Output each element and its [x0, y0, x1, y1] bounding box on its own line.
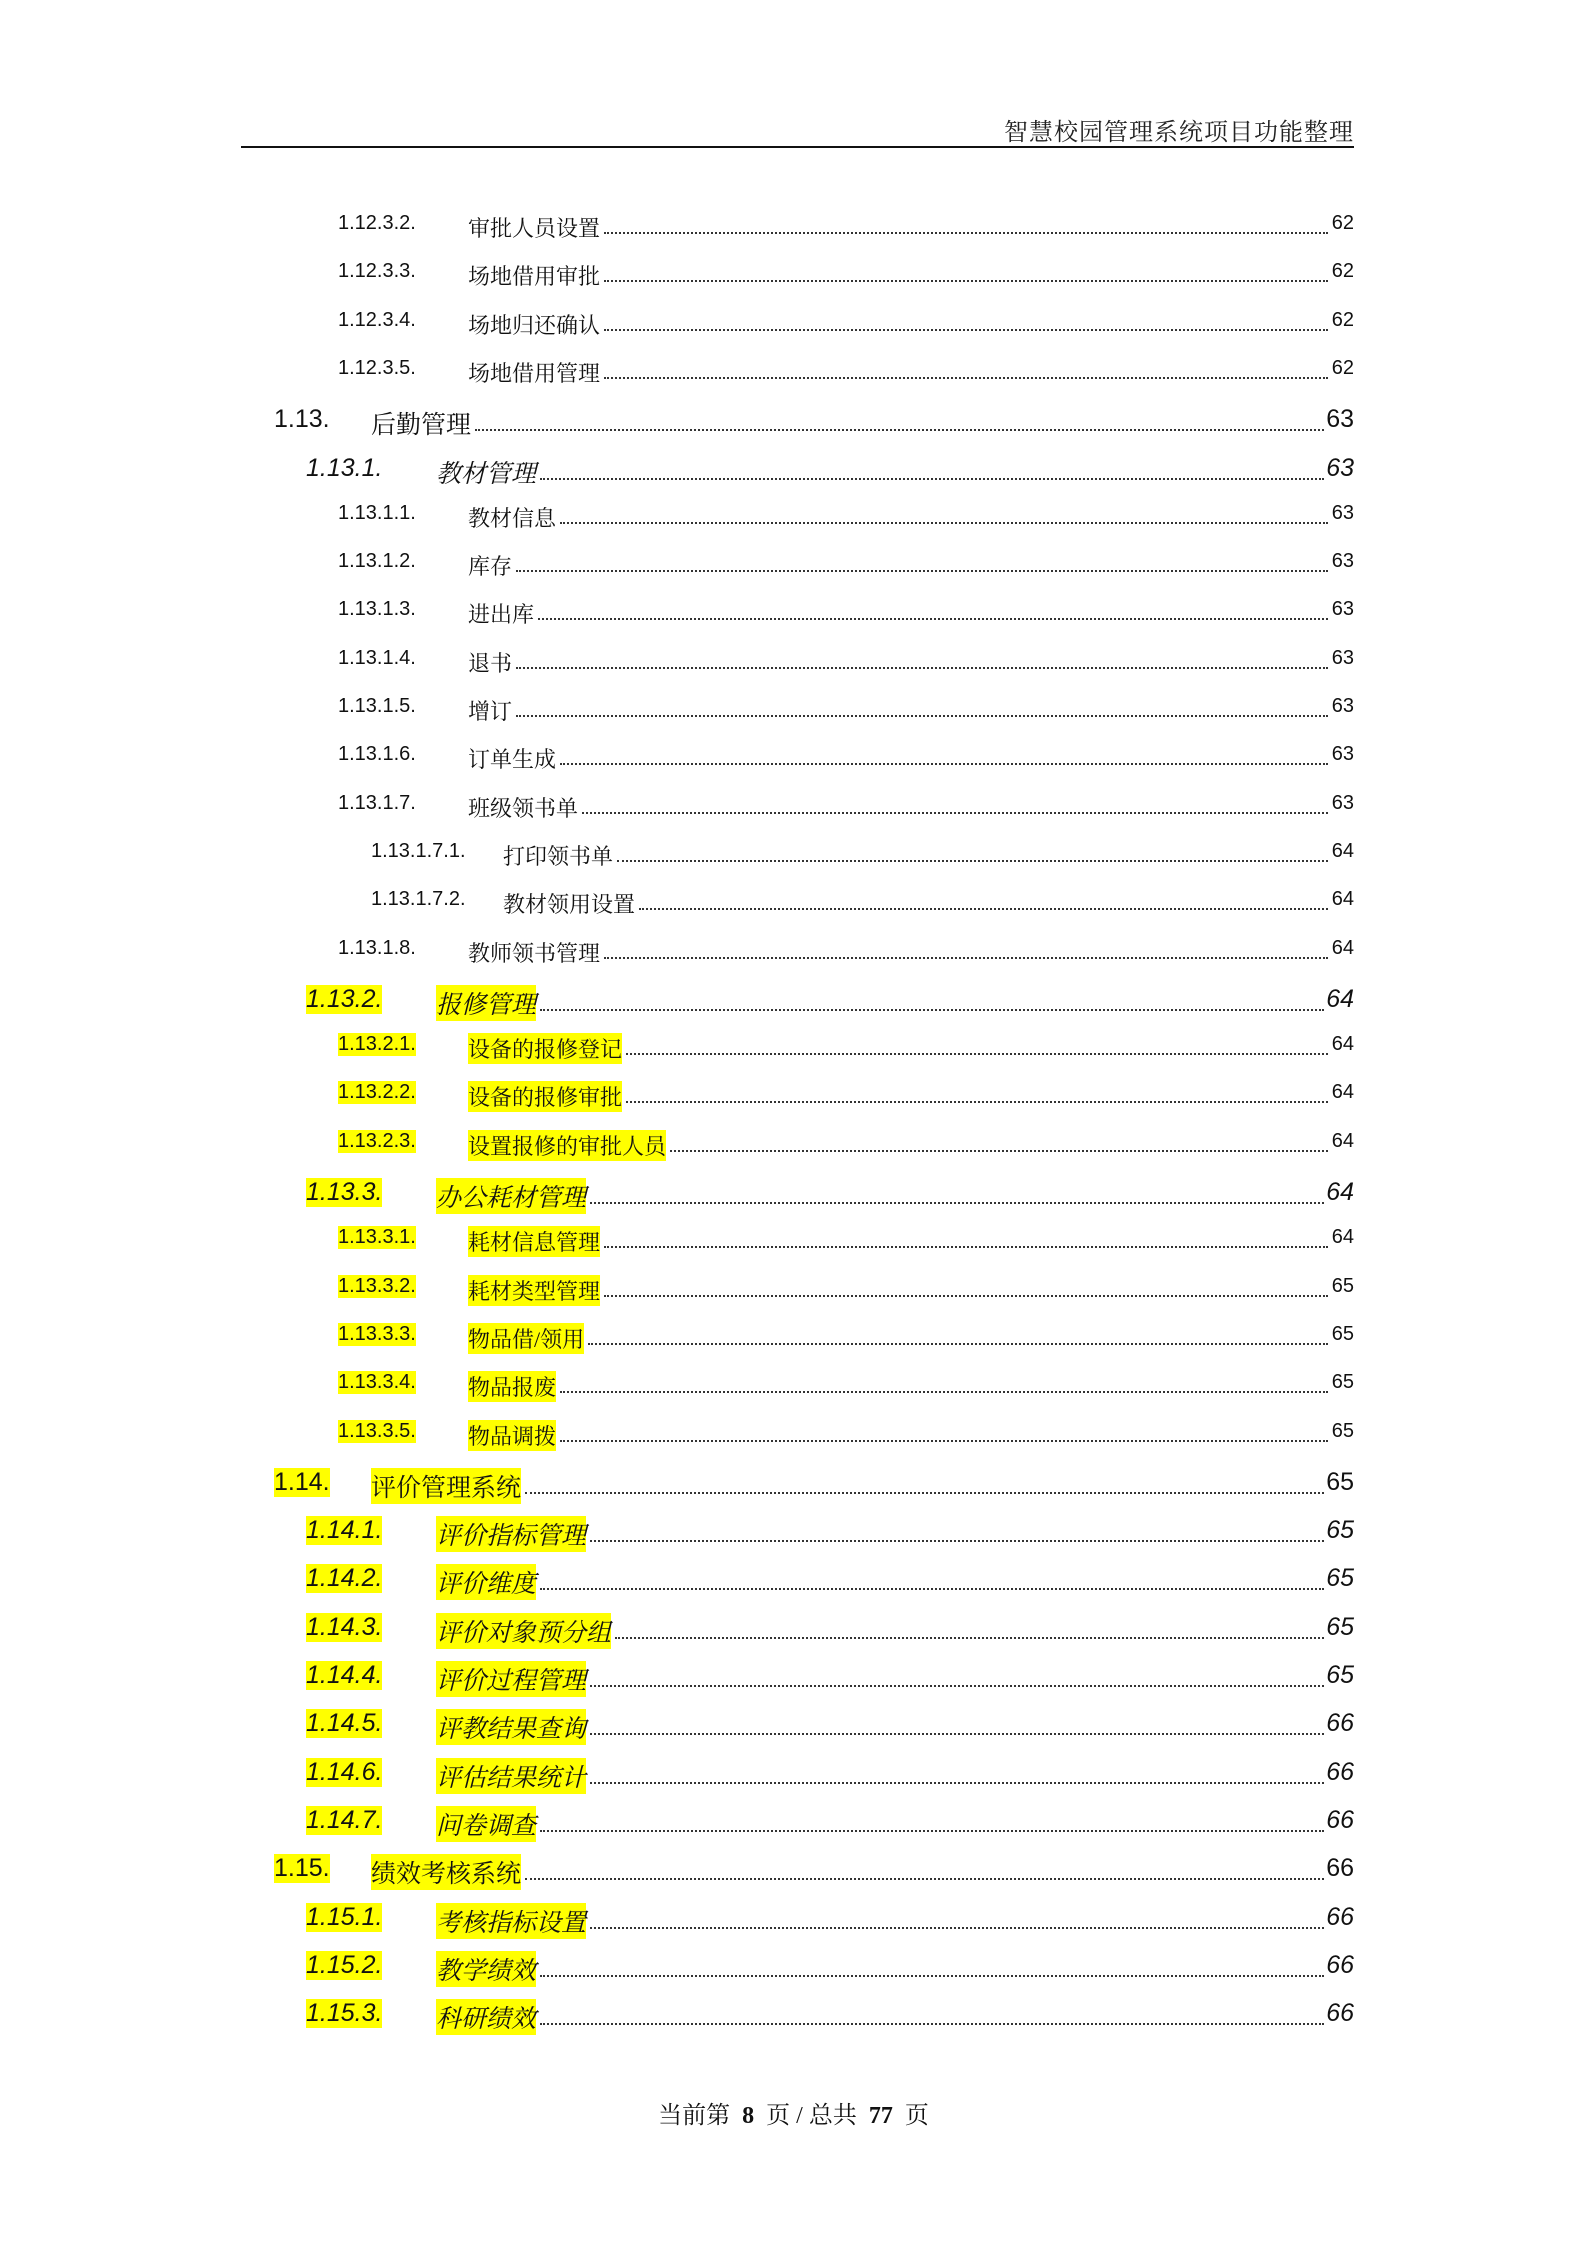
- toc-entry[interactable]: [306, 1661, 1354, 1701]
- toc-entry-leader: [604, 957, 1328, 959]
- toc-entry-page: 65: [1326, 1661, 1354, 1689]
- toc-entry-number: 1.13.1.4.: [338, 646, 416, 669]
- toc-entry[interactable]: [338, 598, 1354, 638]
- toc-entry-leader: [516, 667, 1328, 669]
- toc-entry[interactable]: [338, 1371, 1354, 1411]
- toc-entry-title: 审批人员设置: [468, 216, 601, 241]
- toc-entry[interactable]: [338, 309, 1354, 349]
- footer-total-pages: 77: [868, 2103, 893, 2129]
- toc-entry-number: 1.14.3.: [306, 1612, 383, 1641]
- toc-entry-number: 1.15.2.: [306, 1950, 383, 1979]
- toc-entry-number: 1.13.1.5.: [338, 695, 416, 717]
- toc-entry-page: 63: [1331, 743, 1354, 766]
- toc-entry-number: 1.14.1.: [306, 1516, 383, 1545]
- toc-entry-leader: [604, 329, 1328, 331]
- toc-entry-title: 班级领书单: [468, 795, 579, 821]
- toc-entry-page: 65: [1331, 1274, 1354, 1297]
- toc-entry[interactable]: [338, 792, 1354, 832]
- toc-entry-number: 1.14.7.: [306, 1805, 383, 1834]
- toc-entry-number: 1.13.1.8.: [338, 936, 416, 959]
- toc-entry-page: 63: [1331, 791, 1354, 814]
- toc-entry-number: 1.13.1.6.: [338, 743, 416, 766]
- toc-entry-number: 1.12.3.5.: [338, 356, 416, 379]
- toc-entry-title: 设置报修的审批人员: [468, 1130, 666, 1161]
- toc-entry-title: 评价过程管理: [436, 1661, 586, 1697]
- toc-entry-number: 1.13.1.1.: [338, 501, 416, 524]
- toc-entry-title: 退书: [468, 650, 513, 676]
- toc-entry-title: 物品借/领用: [468, 1323, 584, 1354]
- toc-entry-leader: [626, 1053, 1328, 1055]
- toc-entry-page: 62: [1331, 260, 1354, 283]
- footer-middle: 页 / 总共: [766, 2103, 857, 2129]
- toc-entry-leader: [617, 860, 1328, 862]
- toc-entry-leader: [590, 1733, 1324, 1735]
- toc-entry-title: 物品调拨: [468, 1420, 556, 1451]
- toc-entry-leader: [560, 1391, 1328, 1393]
- toc-entry-number: 1.13.3.5.: [338, 1419, 416, 1442]
- toc-entry-leader: [604, 232, 1328, 234]
- toc-entry-leader: [540, 1830, 1324, 1832]
- toc-entry[interactable]: [306, 454, 1354, 494]
- toc-entry-leader: [560, 1440, 1328, 1442]
- toc-entry-leader: [560, 522, 1328, 524]
- toc-entry[interactable]: [338, 1420, 1354, 1460]
- toc-entry[interactable]: [338, 1226, 1354, 1266]
- toc-entry[interactable]: [371, 888, 1354, 928]
- toc-entry-title: 设备的报修登记: [468, 1033, 622, 1064]
- toc-entry[interactable]: [274, 405, 1354, 445]
- toc-entry-leader: [516, 570, 1328, 572]
- toc-entry-number: 1.13.1.2.: [338, 550, 416, 573]
- toc-entry-page: 66: [1326, 1805, 1354, 1834]
- toc-entry-page: 63: [1326, 405, 1354, 434]
- toc-entry-page: 64: [1331, 1129, 1354, 1152]
- toc-entry-leader: [516, 715, 1328, 717]
- toc-entry-leader: [525, 1878, 1324, 1880]
- toc-entry-leader: [639, 908, 1328, 910]
- toc-entry-number: 1.13.: [274, 405, 330, 434]
- toc-entry[interactable]: [306, 1806, 1354, 1846]
- toc-entry[interactable]: [338, 502, 1354, 542]
- toc-entry-number: 1.13.3.2.: [338, 1274, 416, 1297]
- toc-entry-page: 66: [1326, 1950, 1354, 1979]
- toc-entry-page: 63: [1331, 501, 1354, 524]
- toc-entry-leader: [540, 478, 1324, 480]
- toc-entry[interactable]: [338, 550, 1354, 590]
- toc-entry-leader: [590, 1685, 1324, 1687]
- toc-entry-leader: [604, 377, 1328, 379]
- toc-entry-number: 1.14.4.: [306, 1661, 383, 1689]
- toc-entry-page: 65: [1326, 1564, 1354, 1593]
- toc-entry-number: 1.13.3.3.: [338, 1322, 416, 1345]
- toc-entry-number: 1.12.3.3.: [338, 260, 416, 283]
- toc-entry-page: 64: [1331, 1081, 1354, 1104]
- toc-entry-number: 1.13.1.7.1.: [371, 839, 466, 862]
- toc-entry-page: 64: [1331, 1226, 1354, 1249]
- toc-entry-leader: [670, 1150, 1328, 1152]
- toc-entry[interactable]: [306, 1758, 1354, 1798]
- toc-entry-title: 教材领用设置: [503, 892, 636, 918]
- toc-entry-number: 1.13.3.: [306, 1178, 383, 1206]
- toc-entry-number: 1.13.2.2.: [338, 1081, 416, 1104]
- toc-entry[interactable]: [306, 1564, 1354, 1604]
- toc-entry-number: 1.14.5.: [306, 1709, 383, 1738]
- toc-entry[interactable]: [338, 212, 1354, 252]
- toc-entry-number: 1.15.3.: [306, 1999, 383, 2028]
- toc-entry-number: 1.13.1.7.: [338, 791, 416, 814]
- toc-entry-title: 评价维度: [436, 1564, 536, 1600]
- toc-entry-title: 进出库: [468, 602, 535, 628]
- toc-entry[interactable]: [306, 985, 1354, 1025]
- toc-entry-number: 1.13.3.4.: [338, 1371, 416, 1394]
- toc-entry-page: 64: [1331, 888, 1354, 911]
- toc-entry-number: 1.13.2.3.: [338, 1129, 416, 1152]
- toc-entry-page: 66: [1326, 1999, 1354, 2028]
- toc-entry[interactable]: [306, 1999, 1354, 2039]
- toc-entry-page: 65: [1326, 1516, 1354, 1545]
- toc-entry-page: 66: [1326, 1854, 1354, 1883]
- footer-suffix: 页: [904, 2103, 929, 2129]
- toc-entry-page: 64: [1326, 984, 1354, 1013]
- toc-entry-number: 1.14.: [274, 1467, 330, 1496]
- toc-entry-leader: [590, 1202, 1324, 1204]
- toc-entry-title: 后勤管理: [371, 412, 472, 440]
- toc-entry-leader: [525, 1492, 1324, 1494]
- toc-entry-title: 考核指标设置: [436, 1903, 586, 1939]
- toc-entry-number: 1.13.1.3.: [338, 598, 416, 621]
- toc-entry-page: 63: [1331, 695, 1354, 717]
- toc-entry-number: 1.14.6.: [306, 1757, 383, 1786]
- toc-entry[interactable]: [338, 1275, 1354, 1315]
- toc-entry-leader: [540, 1009, 1324, 1011]
- toc-entry-number: 1.13.2.1.: [338, 1033, 416, 1056]
- toc-entry-title: 库存: [468, 554, 513, 580]
- toc-entry-title: 评价管理系统: [371, 1468, 521, 1504]
- toc-entry-title: 场地归还确认: [468, 312, 601, 338]
- toc-entry-page: 66: [1326, 1757, 1354, 1786]
- toc-entry-page: 65: [1331, 1371, 1354, 1394]
- toc-entry-number: 1.15.1.: [306, 1902, 383, 1931]
- toc-entry-page: 66: [1326, 1902, 1354, 1931]
- toc-entry-page: 65: [1326, 1467, 1354, 1496]
- toc-entry-title: 教学绩效: [436, 1951, 536, 1987]
- toc-entry-page: 62: [1331, 308, 1354, 331]
- toc-entry-leader: [604, 1295, 1328, 1297]
- toc-entry-title: 评价指标管理: [436, 1516, 586, 1552]
- toc-entry-leader: [540, 2023, 1324, 2025]
- toc-entry[interactable]: [338, 1081, 1354, 1121]
- toc-entry[interactable]: [338, 260, 1354, 300]
- toc-entry-number: 1.12.3.4.: [338, 308, 416, 331]
- toc-entry-page: 65: [1331, 1419, 1354, 1442]
- toc-entry-title: 评教结果查询: [436, 1709, 586, 1745]
- toc-entry-title: 报修管理: [436, 985, 536, 1021]
- toc-entry-leader: [540, 1975, 1324, 1977]
- toc-entry-title: 订单生成: [468, 747, 557, 773]
- toc-entry-page: 62: [1331, 212, 1354, 234]
- toc-entry-number: 1.14.2.: [306, 1564, 383, 1593]
- toc-entry-title: 耗材类型管理: [468, 1275, 600, 1306]
- toc-entry-leader: [590, 1782, 1324, 1784]
- toc-entry-leader: [540, 1588, 1324, 1590]
- toc-entry-title: 评估结果统计: [436, 1758, 586, 1794]
- toc-entry-page: 64: [1331, 1033, 1354, 1056]
- toc-entry-title: 场地借用审批: [468, 264, 601, 290]
- toc-entry[interactable]: [306, 1709, 1354, 1749]
- toc-entry-title: 打印领书单: [503, 843, 614, 869]
- toc-entry-page: 63: [1331, 550, 1354, 573]
- toc-entry[interactable]: [274, 1854, 1354, 1894]
- toc-entry-leader: [590, 1927, 1324, 1929]
- toc-entry-number: 1.13.1.: [306, 453, 383, 482]
- toc-entry[interactable]: [338, 937, 1354, 977]
- toc-entry-page: 64: [1331, 936, 1354, 959]
- toc-entry[interactable]: [338, 743, 1354, 783]
- toc-entry-number: 1.13.1.7.2.: [371, 888, 466, 911]
- toc-entry[interactable]: [338, 647, 1354, 687]
- toc-entry-leader: [538, 618, 1328, 620]
- toc-entry-title: 设备的报修审批: [468, 1081, 622, 1112]
- header-title: 智慧校园管理系统项目功能整理: [1004, 120, 1354, 146]
- toc-entry[interactable]: [338, 1130, 1354, 1170]
- toc-entry-number: 1.13.3.1.: [338, 1226, 416, 1249]
- toc-entry-page: 66: [1326, 1709, 1354, 1738]
- toc-entry-title: 场地借用管理: [468, 360, 601, 386]
- toc-entry[interactable]: [371, 840, 1354, 880]
- toc-entry[interactable]: [338, 1323, 1354, 1363]
- toc-entry-number: 1.12.3.2.: [338, 212, 416, 234]
- toc-entry[interactable]: [338, 357, 1354, 397]
- toc-entry-leader: [615, 1637, 1324, 1639]
- toc-entry[interactable]: [306, 1903, 1354, 1943]
- toc-entry-title: 教材信息: [468, 505, 557, 531]
- toc-entry-title: 耗材信息管理: [468, 1226, 600, 1257]
- footer-current-page: 8: [742, 2103, 755, 2129]
- toc-entry-title: 教师领书管理: [468, 940, 601, 966]
- toc-entry-leader: [604, 1246, 1328, 1248]
- toc-entry-leader: [475, 429, 1324, 431]
- toc-entry-page: 62: [1331, 356, 1354, 379]
- toc-entry[interactable]: [338, 695, 1354, 735]
- toc-entry-page: 65: [1331, 1322, 1354, 1345]
- toc-entry-leader: [588, 1343, 1328, 1345]
- toc-entry[interactable]: [306, 1178, 1354, 1218]
- footer-prefix: 当前第: [658, 2103, 731, 2129]
- toc-entry-title: 办公耗材管理: [436, 1178, 586, 1214]
- toc-entry-title: 问卷调查: [436, 1806, 536, 1842]
- toc-entry-number: 1.13.2.: [306, 984, 383, 1013]
- toc-entry-page: 64: [1331, 839, 1354, 862]
- toc-entry-leader: [582, 812, 1328, 814]
- toc-entry-page: 64: [1326, 1178, 1354, 1206]
- toc-entry-title: 增订: [468, 699, 513, 724]
- toc-entry-title: 物品报废: [468, 1371, 556, 1402]
- toc-entry-page: 63: [1331, 646, 1354, 669]
- toc-entry-leader: [626, 1101, 1328, 1103]
- toc-entry-title: 教材管理: [436, 460, 537, 488]
- toc-entry-title: 评价对象预分组: [436, 1613, 611, 1649]
- toc-entry-page: 65: [1326, 1612, 1354, 1641]
- toc-entry-leader: [604, 280, 1328, 282]
- toc-entry-title: 科研绩效: [436, 1999, 536, 2035]
- toc-entry[interactable]: [306, 1516, 1354, 1556]
- toc-entry-title: 绩效考核系统: [371, 1854, 521, 1890]
- toc-entry-page: 63: [1331, 598, 1354, 621]
- toc-entry[interactable]: [274, 1468, 1354, 1508]
- toc-entry[interactable]: [338, 1033, 1354, 1073]
- page-footer: [0, 2095, 1587, 2130]
- toc-entry-number: 1.15.: [274, 1854, 330, 1883]
- toc-entry-leader: [560, 763, 1328, 765]
- toc-entry-leader: [590, 1540, 1324, 1542]
- toc-entry[interactable]: [306, 1951, 1354, 1991]
- toc-entry[interactable]: [306, 1613, 1354, 1653]
- toc-entry-page: 63: [1326, 453, 1354, 482]
